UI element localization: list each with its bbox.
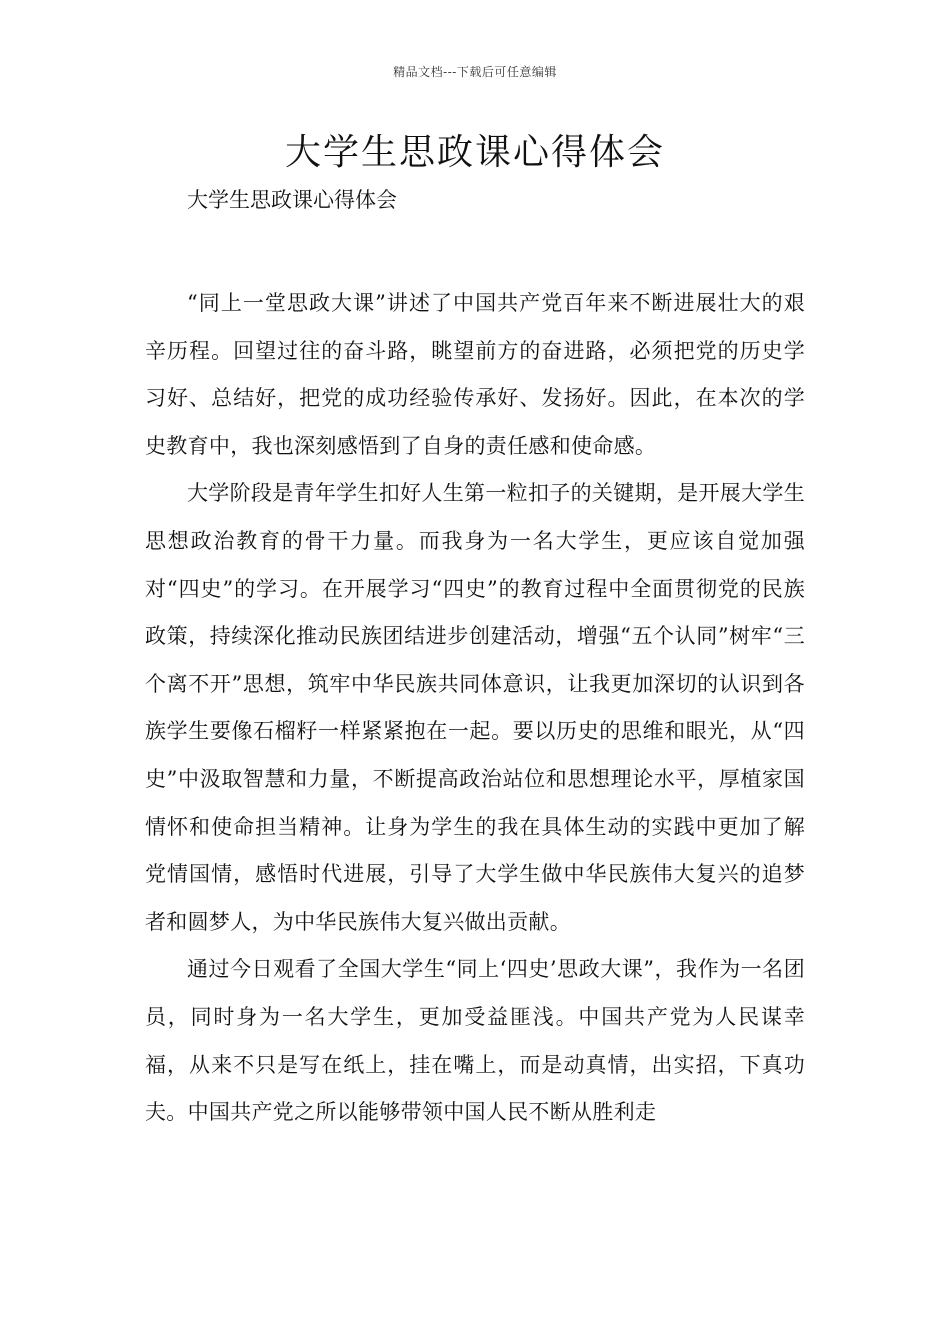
page-header: 精品文档---下载后可任意编辑 xyxy=(393,65,557,79)
document-subtitle: 大学生思政课心得体会 xyxy=(187,188,397,212)
paragraph: 通过今日观看了全国大学生“同上‘四史’思政大课”，我作为一名团员，同时身为一名大学生，更加受益匪浅。中国共产党为人民谋幸福，从来不只是写在纸上，挂在嘴上，而是动真情，出实招，下真功夫。中国共产党之所以能够带领中国人民不断从胜利走 xyxy=(145,957,805,1125)
paragraph: 大学阶段是青年学生扣好人生第一粒扣子的关键期，是开展大学生思想政治教育的骨干力量。而我身为一名大学生，更应该自觉加强对“四史”的学习。在开展学习“四史”的教育过程中全面贯彻党的民族政策，持续深化推动民族团结进步创建活动，增强“五个认同”树牢“三个离不开”思想，筑牢中华民族共同体意识，让我更加深切的认识到各族学生要像石榴籽一样紧紧抱在一起。要以历史的思维和眼光，从“四史”中汲取智慧和力量，不断提高政治站位和思想理论水平，厚植家国情怀和使命担当精神。让身为学生的我在具体生动的实践中更加了解党情国情，感悟时代进展，引导了大学生做中华民族伟大复兴的追梦者和圆梦人，为中华民族伟大复兴做出贡献。 xyxy=(145,481,805,934)
paragraph: “同上一堂思政大课”讲述了中国共产党百年来不断进展壮大的艰辛历程。回望过往的奋斗路，眺望前方的奋进路，必须把党的历史学习好、总结好，把党的成功经验传承好、发扬好。因此，在本次的学史教育中，我也深刻感悟到了自身的责任感和使命感。 xyxy=(145,291,805,458)
document-body xyxy=(145,280,805,1137)
document-title: 大学生思政课心得体会 xyxy=(284,132,665,173)
